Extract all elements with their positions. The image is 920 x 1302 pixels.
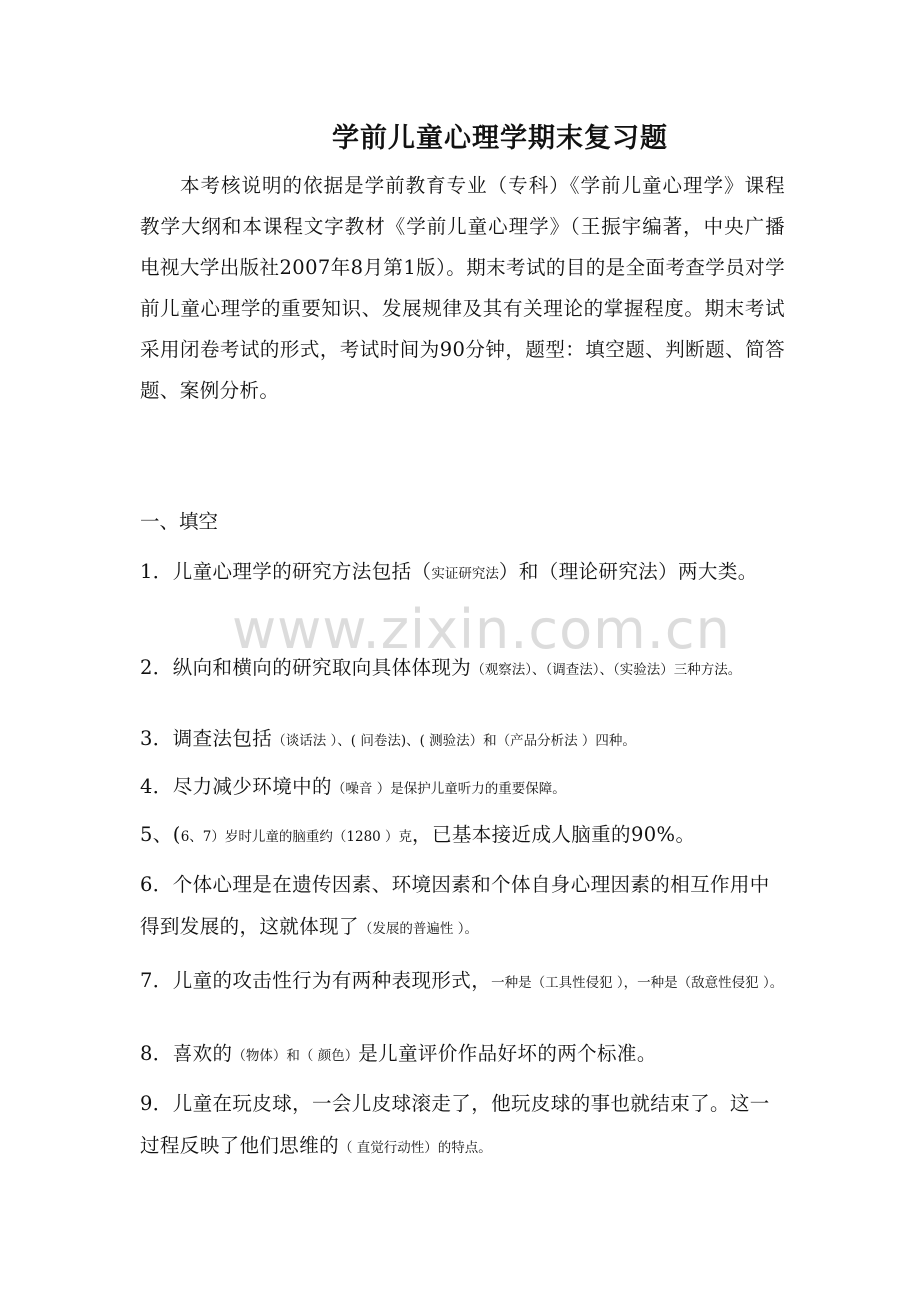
question-8: 8．喜欢的（物体）和（ 颜色）是儿童评价作品好坏的两个标准。 bbox=[140, 1042, 657, 1065]
section-title-fill-blank: 一、填空 bbox=[140, 510, 219, 533]
question-6: 6．个体心理是在遗传因素、环境因素和个体自身心理因素的相互作用中得到发展的，这就体现了（发展的普遍性 ）。 bbox=[140, 873, 770, 938]
intro-paragraph: 本考核说明的依据是学前教育专业（专科）《学前儿童心理学》课程教学大纲和本课程文字教材《学前儿童心理学》（王振宇编著，中央广播电视大学出版社2007年8月第1版）。期末考试的目的是全面考查学员对学前儿童心理学的重要知识、发展规律及其有关理论的掌握程度。期末考试采用闭卷考试的形式，考试时间为90分钟，题型：填空题、判断题、简答题、案例分析。 bbox=[140, 174, 785, 402]
question-5: 5、(6、7）岁时儿童的脑重约（1280 ）克，已基本接近成人脑重的90%。 bbox=[140, 823, 696, 846]
question-3: 3．调查法包括（谈话法 ）、( 问卷法)、( 测验法）和（产品分析法 ）四种。 bbox=[140, 727, 636, 750]
question-2: 2．纵向和横向的研究取向具体体现为（观察法）、（调查法）、（实验法）三种方法。 bbox=[140, 656, 742, 679]
question-7: 7．儿童的攻击性行为有两种表现形式，一种是（工具性侵犯 ），一种是（敌意性侵犯 ）。 bbox=[140, 969, 784, 992]
watermark: www.zixin.com.cn bbox=[232, 598, 731, 661]
page-title: 学前儿童心理学期末复习题 bbox=[332, 123, 668, 154]
question-4: 4．尽力减少环境中的（噪音 ）是保护儿童听力的重要保障。 bbox=[140, 775, 566, 798]
question-9: 9．儿童在玩皮球，一会儿皮球滚走了，他玩皮球的事也就结束了。这一过程反映了他们思维的（ 直觉行动性）的特点。 bbox=[140, 1092, 770, 1157]
question-1: 1．儿童心理学的研究方法包括（实证研究法）和（理论研究法）两大类。 bbox=[140, 560, 758, 583]
